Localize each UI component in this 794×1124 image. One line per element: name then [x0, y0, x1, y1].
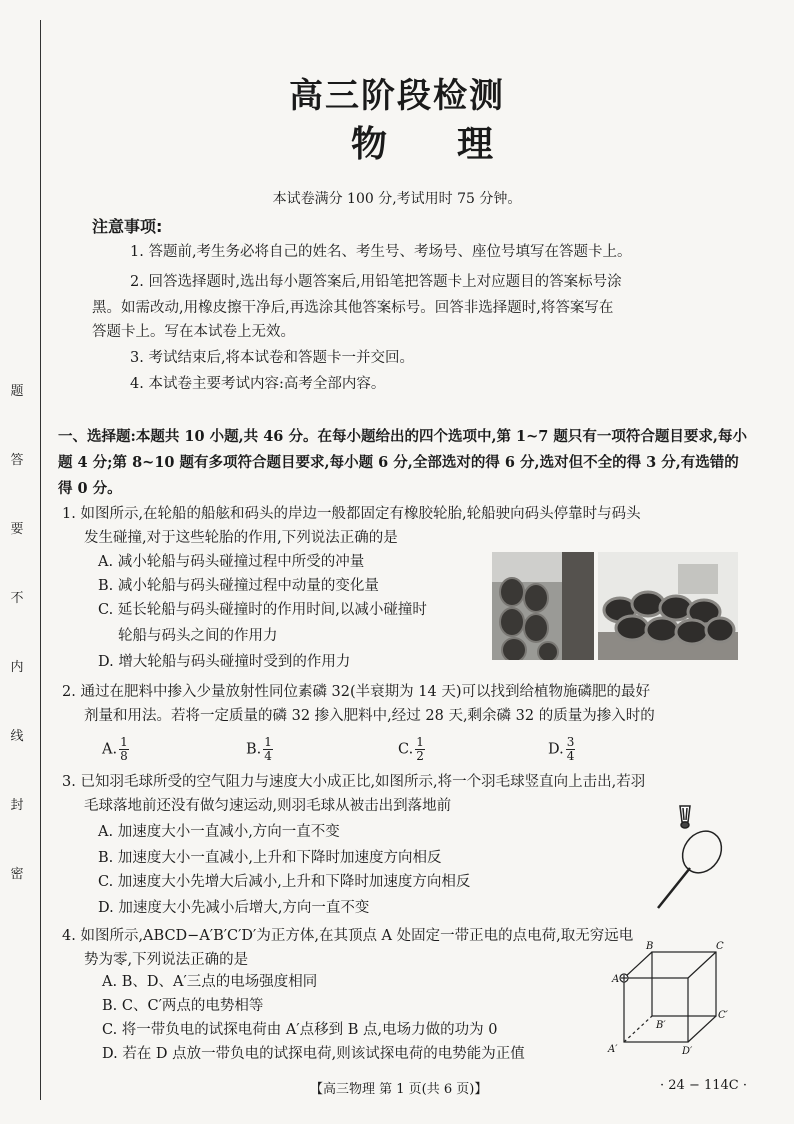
margin-char: 线: [10, 729, 24, 744]
denominator: 8: [120, 749, 128, 763]
option: 轮船与码头之间的作用力: [118, 628, 278, 644]
cube-diagram: [606, 938, 736, 1056]
section-heading: 一、选择题:本题共 10 小题,共 46 分。在每小题给出的四个选项中,第 1~7 题只有一项符合题目要求,每小题 4 分;第 8~10 题有多项符合题目要求,每小题 6 分,全部选对的得 6 分,选对但不全的得 3 分,有选错的得 0 分。: [58, 428, 747, 497]
badminton-racket-figure: [640, 800, 740, 910]
option-d: [548, 736, 575, 763]
subject-title: 物理: [350, 123, 563, 165]
option-label: B.: [246, 741, 262, 758]
option: B. 加速度大小一直减小,上升和下降时加速度方向相反: [98, 850, 442, 866]
option: A. 减小轮船与码头碰撞过程中所受的冲量: [98, 554, 365, 570]
option: B. C、C′两点的电势相等: [102, 998, 264, 1014]
option-label: C.: [398, 741, 414, 758]
question-stem: 2. 通过在肥料中掺入少量放射性同位素磷 32(半衰期为 14 天)可以找到给植物施磷肥的最好: [62, 684, 650, 700]
notice-heading: 注意事项:: [92, 217, 163, 236]
margin-char: 不: [10, 591, 24, 606]
margin-char: 内: [10, 660, 24, 675]
notice-line: 黑。如需改动,用橡皮擦干净后,再选涂其他答案标号。回答非选择题时,将答案写在: [92, 300, 614, 316]
option: C. 加速度大小先增大后减小,上升和下降时加速度方向相反: [98, 874, 471, 890]
margin-char: 答: [10, 453, 24, 468]
margin-char: 密: [10, 867, 24, 882]
vertex-label-a-prime: A′: [608, 1044, 618, 1055]
vertex-label-a: A: [612, 974, 620, 985]
fraction: [566, 736, 576, 763]
option-label: A.: [102, 741, 118, 758]
margin-char: 要: [10, 522, 24, 537]
option: C. 延长轮船与码头碰撞时的作用时间,以减小碰撞时: [98, 602, 427, 618]
option-b: [246, 736, 273, 763]
exam-info: 本试卷满分 100 分,考试用时 75 分钟。: [272, 191, 522, 207]
vertex-label-b-prime: B′: [656, 1020, 666, 1031]
fraction: [119, 736, 129, 763]
option: B. 减小轮船与码头碰撞过程中动量的变化量: [98, 578, 379, 594]
ship-tires-photo: [492, 552, 594, 660]
page-footer: 【高三物理 第 1 页(共 6 页)】: [310, 1082, 488, 1097]
numerator: 3: [566, 735, 575, 749]
vertex-label-c-prime: C′: [718, 1010, 728, 1021]
margin-char: 题: [10, 384, 24, 399]
question-stem: 4. 如图所示,ABCD−A′B′C′D′为正方体,在其顶点 A 处固定一带正电的点电荷,取无穷远电: [62, 928, 634, 944]
question-stem: 1. 如图所示,在轮船的船舷和码头的岸边一般都固定有橡胶轮胎,轮船驶向码头停靠时与码头: [62, 506, 641, 522]
numerator: 1: [120, 735, 128, 749]
notice-line: 4. 本试卷主要考试内容:高考全部内容。: [130, 376, 386, 392]
paper-code: · 24 − 114C ·: [660, 1078, 747, 1093]
binding-line: [40, 20, 41, 1100]
option: D. 加速度大小先减小后增大,方向一直不变: [98, 900, 370, 916]
numerator: 1: [416, 735, 424, 749]
option: A. 加速度大小一直减小,方向一直不变: [98, 824, 340, 840]
denominator: 4: [566, 749, 575, 763]
option: C. 将一带负电的试探电荷由 A′点移到 B 点,电场力做的功为 0: [102, 1022, 498, 1038]
question-stem: 势为零,下列说法正确的是: [84, 952, 249, 968]
notice-line: 2. 回答选择题时,选出每小题答案后,用铅笔把答题卡上对应题目的答案标号涂: [130, 274, 622, 290]
option: A. B、D、A′三点的电场强度相同: [102, 974, 318, 990]
dock-tires-photo: [598, 552, 738, 660]
fraction: [263, 736, 273, 763]
fraction: [415, 736, 425, 763]
option: D. 若在 D 点放一带负电的试探电荷,则该试探电荷的电势能为正值: [102, 1046, 525, 1062]
question-stem: 3. 已知羽毛球所受的空气阻力与速度大小成正比,如图所示,将一个羽毛球竖直向上击出,若羽: [62, 774, 646, 790]
notice-line: 1. 答题前,考生务必将自己的姓名、考生号、考场号、座位号填写在答题卡上。: [130, 244, 632, 260]
option-label: D.: [548, 741, 564, 758]
option-c: [398, 736, 425, 763]
margin-char: 封: [10, 798, 24, 813]
vertex-label-b: B: [646, 941, 654, 952]
option: D. 增大轮船与码头碰撞时受到的作用力: [98, 654, 351, 670]
vertex-label-c: C: [716, 941, 724, 952]
numerator: 1: [264, 735, 272, 749]
notice-line: 3. 考试结束后,将本试卷和答题卡一并交回。: [130, 350, 415, 366]
option-a: [102, 736, 129, 763]
binding-margin-text: [6, 380, 28, 882]
question-stem: 发生碰撞,对于这些轮胎的作用,下列说法正确的是: [84, 530, 398, 546]
vertex-label-d-prime: D′: [682, 1046, 693, 1056]
question-stem: 剂量和用法。若将一定质量的磷 32 掺入肥料中,经过 28 天,剩余磷 32 的质量为掺入时的: [84, 708, 655, 724]
denominator: 2: [416, 749, 424, 763]
exam-title: 高三阶段检测: [289, 76, 505, 116]
denominator: 4: [264, 749, 272, 763]
question-stem: 毛球落地前还没有做匀速运动,则羽毛球从被击出到落地前: [84, 798, 452, 814]
notice-line: 答题卡上。写在本试卷上无效。: [92, 324, 295, 340]
